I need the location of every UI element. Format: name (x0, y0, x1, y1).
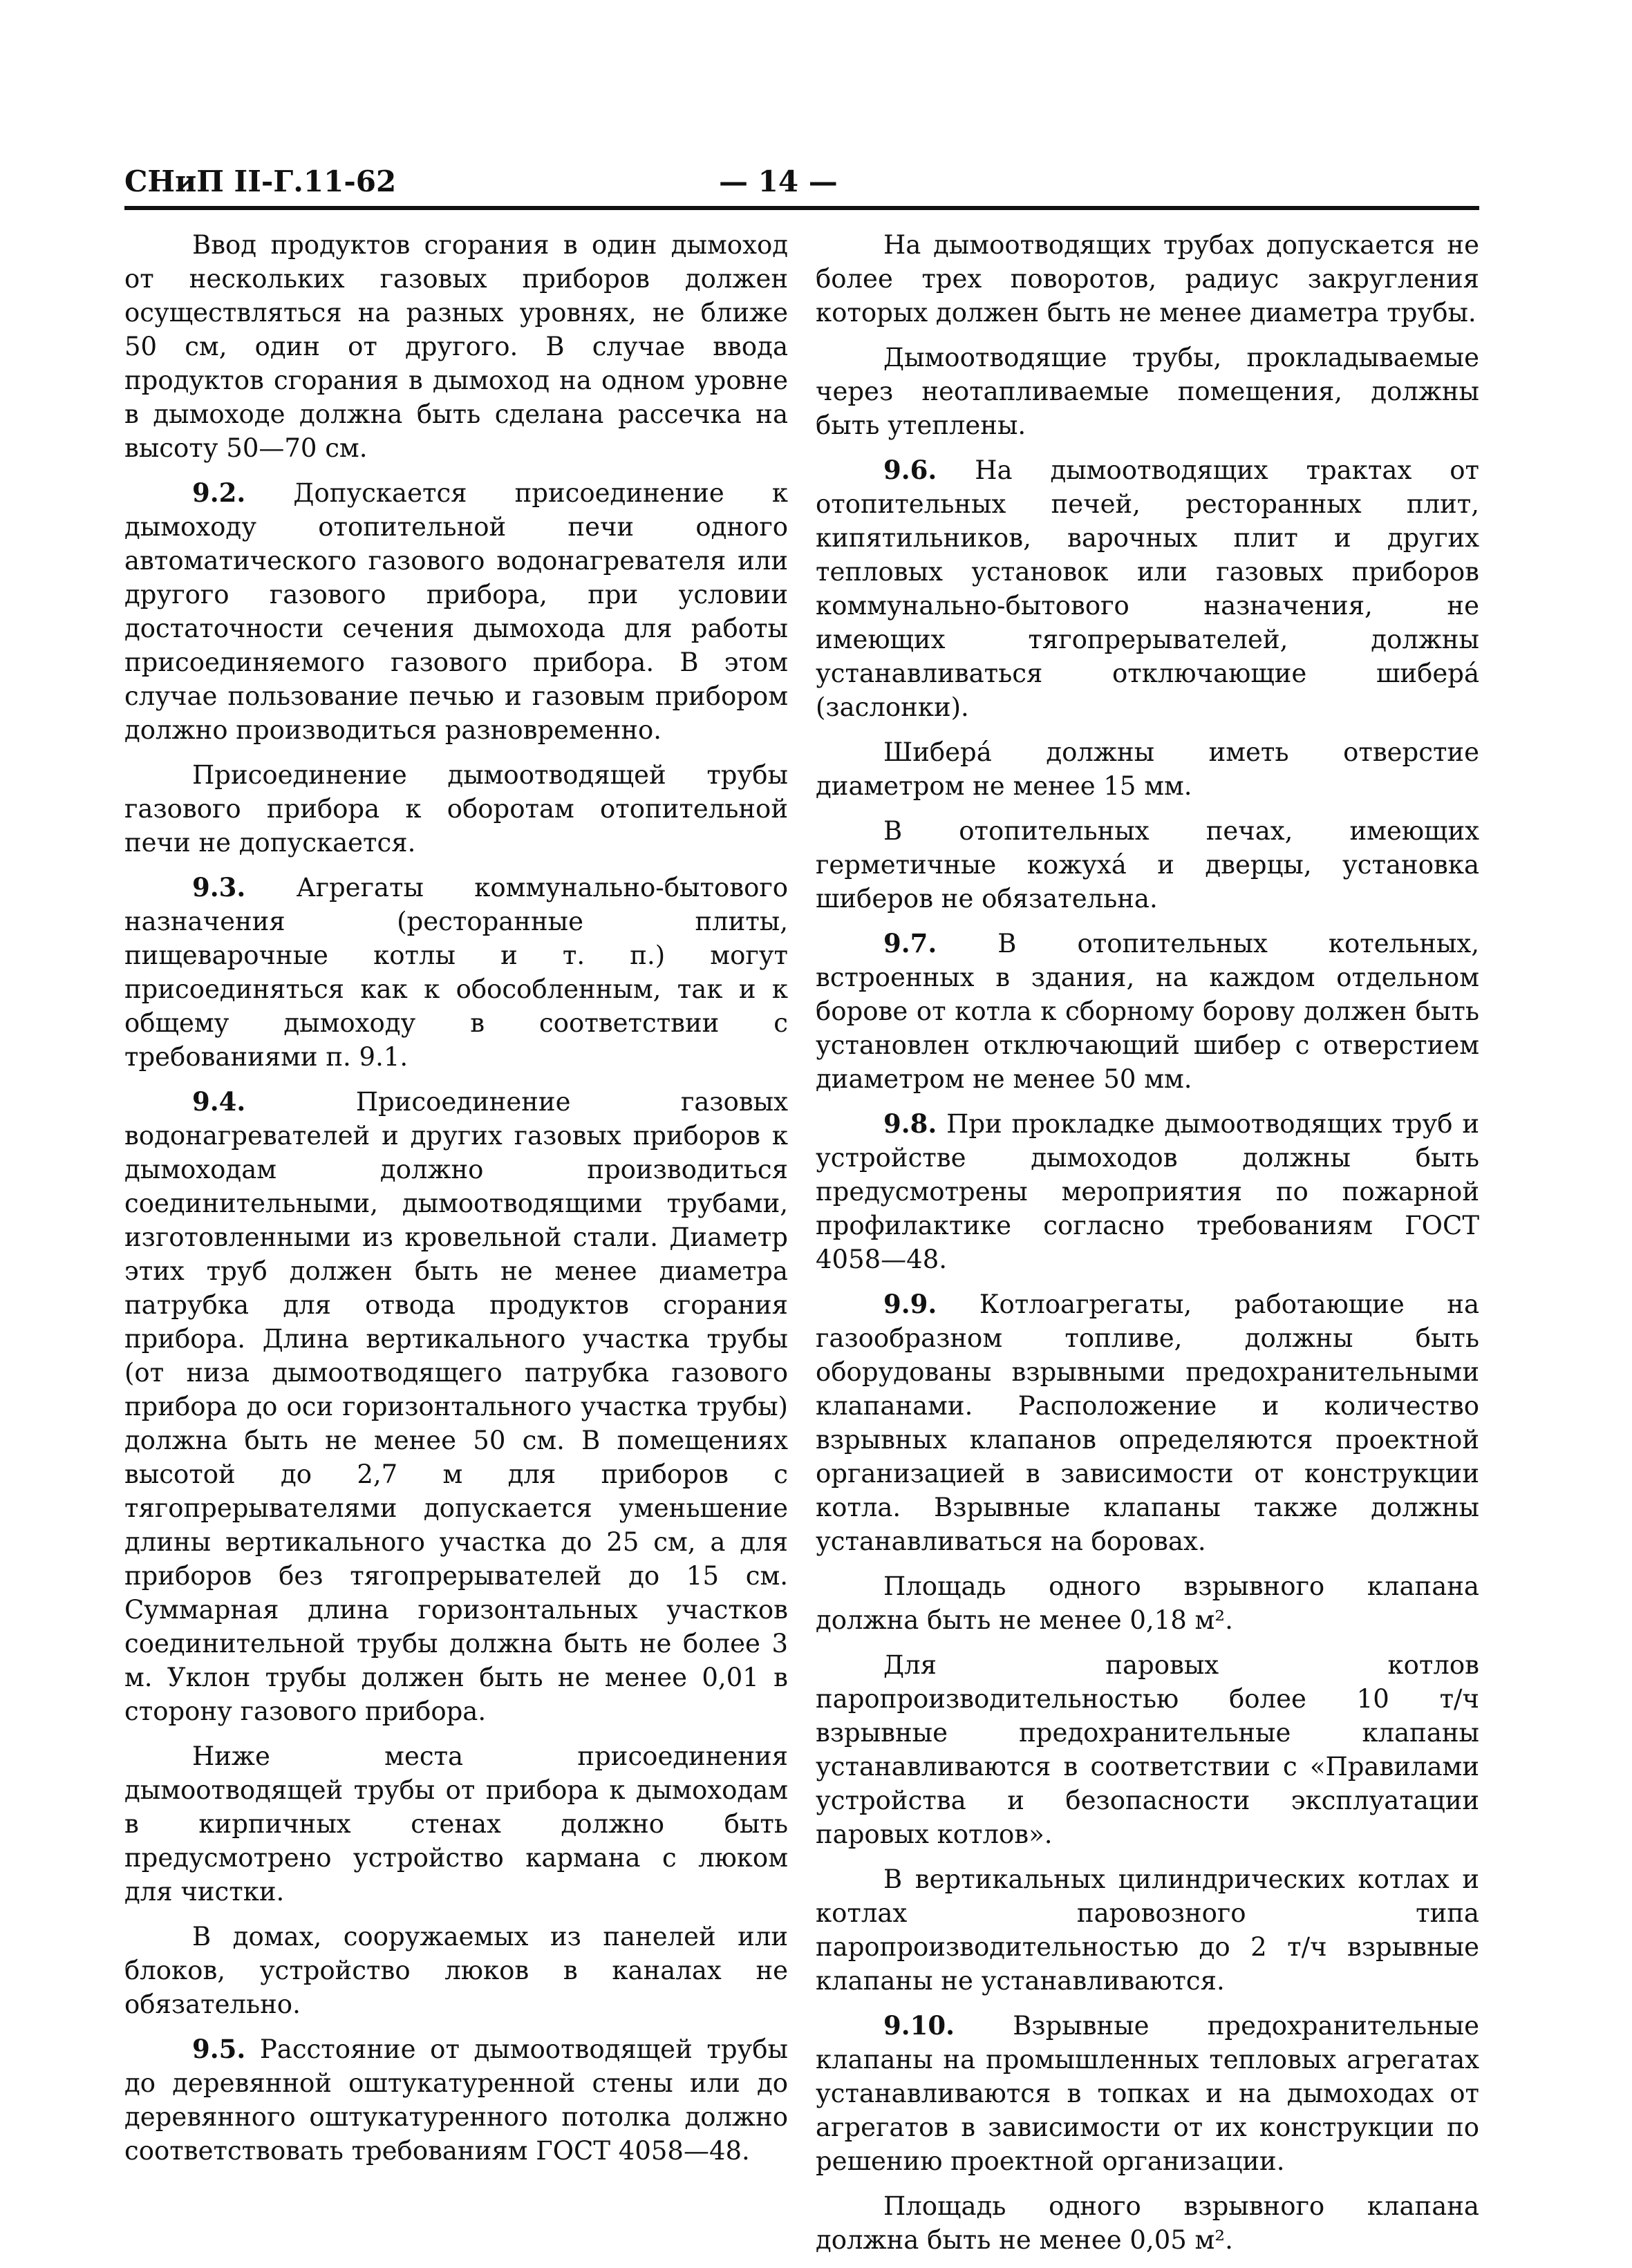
paragraph-text: При прокладке дымоотводящих труб и устройстве дымоходов должны быть предусмотрены мероприятия по пожарной профилактике согласно требованиям ГОСТ 4058—48. (816, 1109, 1479, 1274)
paragraph-text: На дымоотводящих трактах от отопительных печей, ресторанных плит, кипятильников, варочных плит и других тепловых установок или газовых приборов коммунально-бытового назначения, не имеющих тягопрерывателей, должны устанавливаться отключающие шибера́ (заслонки). (816, 455, 1479, 722)
paragraph (816, 1287, 1479, 1558)
paragraph (816, 814, 1479, 916)
clause-number: 9.2. (192, 478, 246, 508)
paragraph (124, 228, 788, 465)
paragraph (816, 927, 1479, 1096)
paragraph-text: Присоединение газовых водонагревателей и других газовых приборов к дымоходам должно производиться соединительными, дымоотводящими трубами, изготовленными из кровельной стали. Диаметр этих труб должен быть не менее диаметра патрубка для отвода продуктов сгорания прибора. Длина вертикального участка трубы (от низа дымоотводящего патрубка газового прибора до оси горизонтального участка трубы) должна быть не менее 50 см. В помещениях высотой до 2,7 м для приборов с тягопрерывателями допускается уменьшение длины вертикального участка до 25 см, а для приборов без тягопрерывателей до 15 см. Суммарная длина горизонтальных участков соединительной трубы должна быть не более 3 м. Уклон трубы должен быть не менее 0,01 в сторону газового прибора. (124, 1087, 788, 1726)
paragraph (124, 1739, 788, 1909)
paragraph-text: На дымоотводящих трубах допускается не более трех поворотов, радиус закругления которых должен быть не менее диаметра трубы. (816, 230, 1479, 328)
paragraph-text: Площадь одного взрывного клапана должна быть не менее 0,18 м². (816, 1571, 1479, 1635)
paragraph (124, 871, 788, 1074)
paragraph (816, 2189, 1479, 2257)
clause-number: 9.7. (883, 928, 937, 958)
paragraph-text: В отопительных котельных, встроенных в здания, на каждом отдельном борове от котла к сборному борову должен быть установлен отключающий шибер с отверстием диаметром не менее 50 мм. (816, 929, 1480, 1094)
page-number: — 14 — (719, 164, 838, 198)
paragraph (816, 1862, 1479, 1998)
paragraph-text: Допускается присоединение к дымоходу отопительной печи одного автоматического газового водонагревателя или другого газового прибора, при условии достаточности сечения дымохода для работы присоединяемого газового прибора. В этом случае пользование печью и газовым прибором должно производиться разновременно. (124, 478, 788, 745)
paragraph-text: Для паровых котлов паропроизводительностью более 10 т/ч взрывные предохранительные клапаны устанавливаются в соответствии с «Правилами устройства и безопасности эксплуатации паровых котлов». (816, 1650, 1479, 1849)
page-header (124, 164, 1479, 203)
header-rule (124, 206, 1479, 210)
paragraph-text: Расстояние от дымоотводящей трубы до деревянной оштукатуренной стены или до деревянного оштукатуренного потолка должно соответствовать требованиям ГОСТ 4058—48. (124, 2034, 788, 2166)
paragraph (816, 2009, 1479, 2178)
paragraph-text: В вертикальных цилиндрических котлах и котлах паровозного типа паропроизводительностью до 2 т/ч взрывные клапаны не устанавливаются. (816, 1864, 1479, 1996)
paragraph-text: Присоединение дымоотводящей трубы газового прибора к оборотам отопительной печи не допускается. (124, 760, 788, 858)
paragraph-text: Ниже места присоединения дымоотводящей трубы от прибора к дымоходам в кирпичных стенах должно быть предусмотрено устройство кармана с люком для чистки. (124, 1741, 788, 1907)
clause-number: 9.5. (192, 2034, 246, 2064)
clause-number: 9.6. (883, 455, 937, 485)
paragraph (124, 1920, 788, 2021)
paragraph-text: В домах, сооружаемых из панелей или блоков, устройство люков в каналах не обязательно. (124, 1922, 788, 2019)
paragraph (816, 735, 1479, 803)
paragraph (124, 2032, 788, 2168)
paragraph (816, 1569, 1479, 1637)
paragraph-text: В отопительных печах, имеющих герметичные кожуха́ и дверцы, установка шиберов не обязательна. (816, 816, 1479, 914)
clause-number: 9.8. (883, 1108, 937, 1139)
paragraph-text: Агрегаты коммунально-бытового назначения (ресторанные плиты, пищеварочные котлы и т. п.) могут присоединяться как к обособленным, так и к общему дымоходу в соответствии с требованиями п. 9.1. (124, 873, 789, 1072)
paragraph (124, 758, 788, 860)
paragraph-text: Дымоотводящие трубы, прокладываемые через неотапливаемые помещения, должны быть утеплены. (816, 343, 1479, 440)
paragraph (124, 476, 788, 747)
document-code: СНиП II-Г.11-62 (124, 164, 397, 198)
clause-number: 9.4. (192, 1086, 246, 1117)
left-column (124, 228, 788, 2179)
paragraph (124, 1085, 788, 1728)
paragraph (816, 341, 1479, 442)
paragraph-text: Шибера́ должны иметь отверстие диаметром не менее 15 мм. (816, 737, 1479, 801)
paragraph (816, 228, 1479, 330)
paragraph (816, 1648, 1479, 1851)
paragraph (816, 453, 1479, 724)
clause-number: 9.9. (883, 1289, 937, 1319)
paragraph-text: Ввод продуктов сгорания в один дымоход от нескольких газовых приборов должен осуществляться на разных уровнях, не ближе 50 см, один от другого. В случае ввода продуктов сгорания в дымоход на одном уровне в дымоходе должна быть сделана рассечка на высоту 50—70 см. (124, 230, 788, 463)
paragraph-text: Котлоагрегаты, работающие на газообразном топливе, должны быть оборудованы взрывными предохранительными клапанами. Расположение и количество взрывных клапанов определяются проектной организацией в зависимости от конструкции котла. Взрывные клапаны также должны устанавливаться на боровах. (816, 1289, 1480, 1556)
paragraph-text: Взрывные предохранительные клапаны на промышленных тепловых агрегатах устанавливаются в топках и на дымоходах от агрегатов в зависимости от их конструкции по решению проектной организации. (816, 2011, 1479, 2176)
right-column (816, 228, 1479, 2268)
paragraph (816, 1107, 1479, 1276)
clause-number: 9.10. (883, 2010, 955, 2041)
clause-number: 9.3. (192, 872, 246, 903)
paragraph-text: Площадь одного взрывного клапана должна быть не менее 0,05 м². (816, 2191, 1479, 2255)
